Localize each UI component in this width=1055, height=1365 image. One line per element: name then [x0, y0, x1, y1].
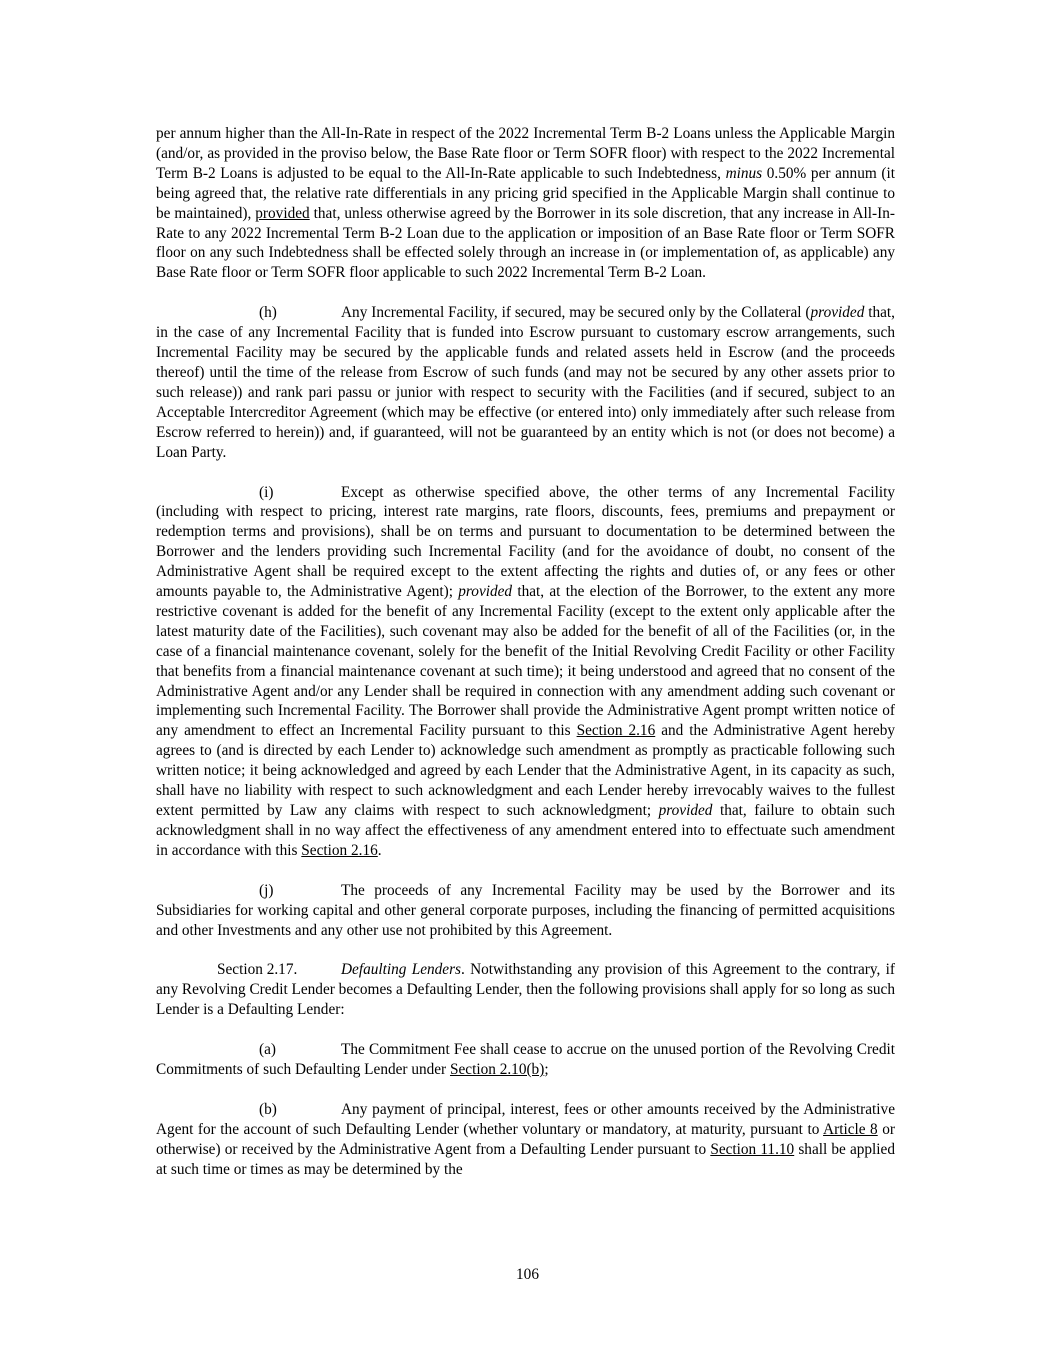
paragraph-a [156, 1040, 895, 1080]
text-run: Except as otherwise specified above, the other terms of any Incremental Facility (including with respect to pricing, interest rate margins, rate floors, discounts, fees, premiums and prepayment or redemption terms and provisions), shall be on terms and pursuant to documentation to be determined between the Borrower and the lenders providing such Incremental Facility (and for the avoidance of doubt, no consent of the Administrative Agent shall be required except to the extent affecting the rights and duties of, or any fees or other amounts payable to, the Administrative Agent); [156, 483, 895, 601]
text-run: . Notwithstanding any provision of this Agreement to the contrary, if any Revolving Credit Lender becomes a Defaulting Lender, then the following provisions shall apply for so long as such Lender is a Defaulting Lender: [156, 961, 895, 1019]
article-reference: Article 8 [823, 1120, 878, 1138]
text-run: Any Incremental Facility, if secured, may be secured only by the Collateral ( [341, 304, 811, 322]
clause-marker: (i) [259, 483, 274, 501]
clause-marker: (a) [259, 1041, 276, 1059]
paragraph-i [156, 483, 895, 861]
clause-marker: (b) [259, 1100, 277, 1118]
clause-marker: (j) [259, 881, 274, 899]
text-run: and the Administrative Agent hereby agrees to (and is directed by each Lender to) acknowledge such amendment as promptly as practicable following such written notice; it being acknowledged and agreed by each Lender that the Administrative Agent, in its capacity as such, shall have no liability with respect to such acknowledgment and each Lender hereby irrevocably waives to the fullest extent permitted by Law any claims with respect to such acknowledgment; [156, 722, 895, 819]
text-run: The proceeds of any Incremental Facility may be used by the Borrower and its Subsidiaries for working capital and other general corporate purposes, including the financing of permitted acquisitions and other Investments and any other use not prohibited by this Agreement. [156, 881, 895, 939]
paragraph-continuation [156, 124, 895, 283]
clause-marker: (h) [259, 304, 277, 322]
text-run: that, at the election of the Borrower, to the extent any more restrictive covenant is added for the benefit of any Incremental Facility (except to the extent only applicable after the latest maturity date of the Facilities), such covenant may also be added for the benefit of all of the Facilities (or, in the case of a financial maintenance covenant, solely for the benefit of the Initial Revolving Credit Facility or other Facility that benefits from a financial maintenance covenant at such time); it being understood and agreed that no consent of the Administrative Agent and/or any Lender shall be required in connection with any amendment adding such covenant or implementing such Incremental Facility. The Borrower shall provide the Administrative Agent prompt written notice of any amendment to effect an Incremental Facility pursuant to this [156, 583, 895, 740]
italic-term: provided [810, 304, 865, 322]
text-run: . [377, 841, 382, 859]
section-reference: Section 2.16 [301, 841, 378, 859]
paragraph-b [156, 1100, 895, 1180]
section-reference: Section 2.10(b) [449, 1061, 545, 1079]
text-run: that, unless otherwise agreed by the Borrower in its sole discretion, that any increase in All-In-Rate to any 2022 Incremental Term B-2 Loan due to the application or imposition of an Base Rate floor or Term SOFR floor on any such Indebtedness shall be effected solely through an increase in (or implementation of, as applicable) any Base Rate floor or Term SOFR floor applicable to such 2022 Incremental Term B-2 Loan. [156, 204, 895, 282]
section-reference: Section 2.16 [576, 722, 656, 740]
paragraph-h [156, 303, 895, 462]
italic-term: provided [658, 802, 713, 819]
italic-term: provided [458, 583, 513, 601]
text-run: Any payment of principal, interest, fees or other amounts received by the Administrative Agent for the account of such Defaulting Lender (whether voluntary or mandatory, at maturity, pursuant to [156, 1100, 895, 1138]
text-run: shall be applied at such time or times as may be determined by the [156, 1140, 895, 1178]
paragraph-j [156, 881, 895, 941]
document-body [156, 124, 895, 1200]
text-run: or otherwise) or received by the Administrative Agent from a Defaulting Lender pursuant to [156, 1120, 896, 1158]
text-run: that, failure to obtain such acknowledgment shall in no way affect the effectiveness of any amendment entered into to effectuate such amendment in accordance with this [156, 802, 895, 859]
section-number: Section 2.17. [217, 961, 298, 979]
text-run: 0.50% per annum (it being agreed that, the relative rate differentials in any pricing grid specified in the Applicable Margin shall continue to be maintained), [156, 164, 895, 222]
section-2-17 [156, 960, 895, 1020]
italic-term: minus [725, 164, 763, 182]
text-run: per annum higher than the All-In-Rate in respect of the 2022 Incremental Term B-2 Loans unless the Applicable Margin (and/or, as provided in the proviso below, the Base Rate floor or Term SOFR floor) with respect to the 2022 Incremental Term B-2 Loans is adjusted to be equal to the All-In-Rate applicable to such Indebtedness, [156, 125, 895, 182]
section-reference: Section 11.10 [710, 1140, 795, 1158]
text-run: that, in the case of any Incremental Facility that is funded into Escrow pursuant to customary escrow arrangements, such Incremental Facility may be secured by the applicable funds and related assets held in Escrow (and the proceeds thereof) until the time of the release from Escrow of such funds (and may not be secured by any other assets prior to such release)) and rank pari passu or junior with respect to security with the Facilities (and if secured, subject to an Acceptable Intercreditor Agreement (which may be effective (or entered into) only immediately after such release from Escrow referred to herein)) and, if guaranteed, will not be guaranteed by an entity which is not (or does not become) a Loan Party. [156, 304, 895, 461]
section-title: Defaulting Lenders [341, 961, 461, 979]
page-number: 106 [516, 1266, 539, 1283]
text-run: The Commitment Fee shall cease to accrue on the unused portion of the Revolving Credit Commitments of such Defaulting Lender under [156, 1041, 895, 1079]
underlined-term: provided [255, 204, 310, 222]
text-run: ; [544, 1061, 549, 1079]
